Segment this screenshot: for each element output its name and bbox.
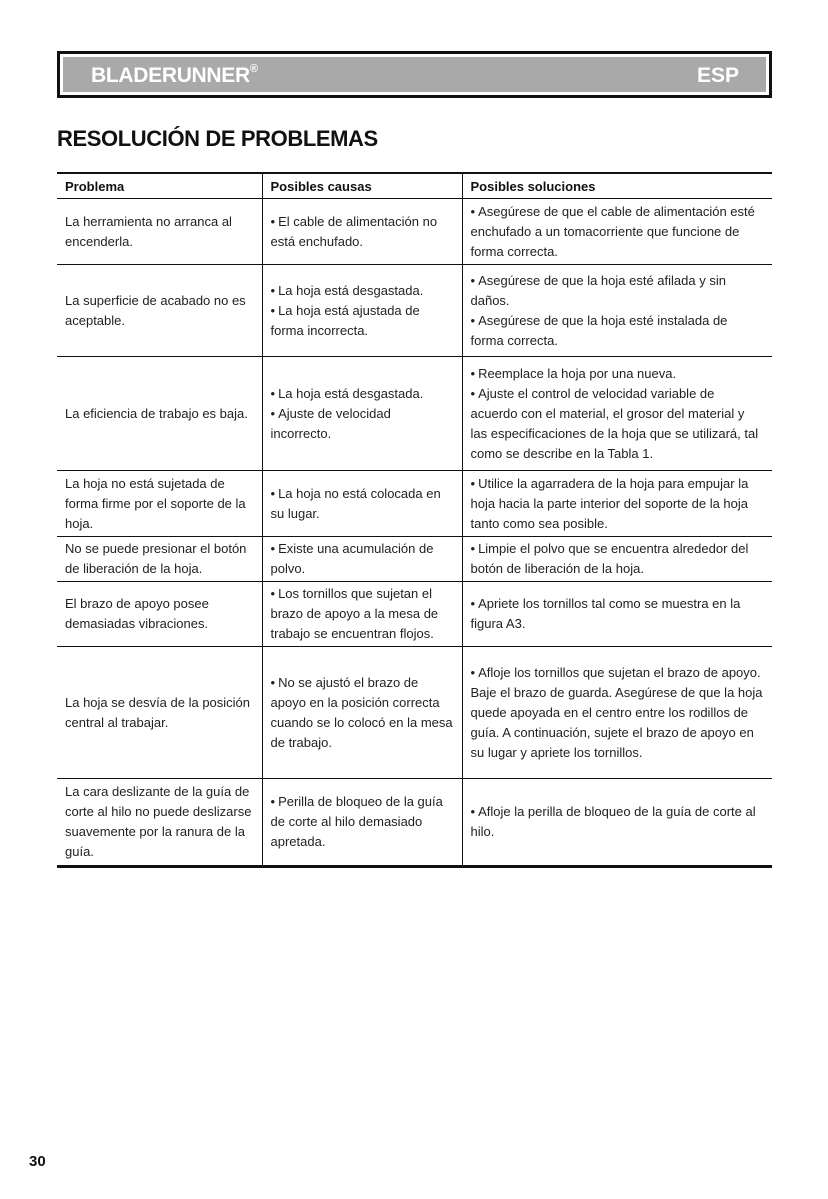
cause-item xyxy=(271,484,454,524)
cause-text: Los tornillos que sujetan el brazo de apoyo a la mesa de trabajo se encuentran flojos. xyxy=(270,586,439,641)
solutions-cell xyxy=(462,779,772,867)
table-row xyxy=(57,265,772,357)
bullet: • xyxy=(470,312,476,328)
cause-text: No se ajustó el brazo de apoyo en la posición correcta cuando se lo colocó en la mesa de trabajo. xyxy=(270,674,453,750)
problem-cell: La hoja se desvía de la posición central al trabajar. xyxy=(57,647,262,779)
problem-cell: No se puede presionar el botón de liberación de la hoja. xyxy=(57,537,262,582)
bullet: • xyxy=(470,804,476,819)
cause-item xyxy=(271,281,454,301)
solution-text: Reemplace la hoja por una nueva. xyxy=(478,365,677,381)
cause-item xyxy=(271,404,454,444)
cause-item xyxy=(271,384,454,404)
solution-text: Utilice la agarradera de la hoja para empujar la hoja hacia la parte interior del soporte de la hoja tanto como sea posible. xyxy=(470,475,749,531)
solution-text: Apriete los tornillos tal como se muestra en la figura A3. xyxy=(470,596,741,631)
solution-item xyxy=(471,364,765,384)
bullet: • xyxy=(270,385,276,401)
cause-item xyxy=(271,584,454,644)
column-header-problem: Problema xyxy=(57,173,262,199)
causes-cell xyxy=(262,779,462,867)
solutions-cell xyxy=(462,357,772,471)
problem-cell: La eficiencia de trabajo es baja. xyxy=(57,357,262,471)
table-row xyxy=(57,357,772,471)
solutions-cell xyxy=(462,582,772,647)
solutions-cell xyxy=(462,471,772,537)
table-row xyxy=(57,647,772,779)
cause-item xyxy=(271,212,454,252)
page-number: 30 xyxy=(29,1153,46,1170)
cause-item xyxy=(271,301,454,341)
solutions-cell xyxy=(462,647,772,779)
solution-item xyxy=(471,384,765,464)
solution-item xyxy=(471,594,765,634)
brand-name: BLADERUNNER xyxy=(91,64,250,87)
solution-item xyxy=(471,663,765,763)
cause-item xyxy=(271,539,454,579)
bullet: • xyxy=(270,794,276,809)
cause-text: Perilla de bloqueo de la guía de corte al hilo demasiado apretada. xyxy=(270,794,443,849)
causes-cell xyxy=(262,199,462,265)
problem-cell: La superficie de acabado no es aceptable. xyxy=(57,265,262,357)
bullet: • xyxy=(270,405,276,421)
solution-text: Limpie el polvo que se encuentra alrededor del botón de liberación de la hoja. xyxy=(470,541,749,576)
bullet: • xyxy=(270,541,276,556)
cause-text: El cable de alimentación no está enchufado. xyxy=(270,213,438,249)
bullet: • xyxy=(270,282,276,298)
solution-item xyxy=(471,311,765,351)
cause-text: Existe una acumulación de polvo. xyxy=(270,541,434,576)
column-header-solutions: Posibles soluciones xyxy=(462,173,772,199)
table-row xyxy=(57,537,772,582)
solution-text: Afloje los tornillos que sujetan el brazo de apoyo. Baje el brazo de guarda. Asegúrese de que la hoja quede apoyada en el centro entre los rodillos de guía. A continuación, sujete el brazo de apoyo en su lugar y apriete los tornillos. xyxy=(470,664,763,760)
solution-text: Asegúrese de que la hoja esté afilada y sin daños. xyxy=(470,272,726,308)
table-body xyxy=(57,199,772,867)
problem-cell: La hoja no está sujetada de forma firme por el soporte de la hoja. xyxy=(57,471,262,537)
cause-text: La hoja está desgastada. xyxy=(278,282,424,298)
causes-cell xyxy=(262,582,462,647)
solution-text: Afloje la perilla de bloqueo de la guía de corte al hilo. xyxy=(470,804,756,839)
bullet: • xyxy=(470,365,476,381)
header-bar xyxy=(57,51,772,98)
cause-item xyxy=(271,673,454,753)
cause-item xyxy=(271,792,454,852)
causes-cell xyxy=(262,647,462,779)
solutions-cell xyxy=(462,537,772,582)
problem-cell: El brazo de apoyo posee demasiadas vibraciones. xyxy=(57,582,262,647)
cause-text: La hoja está desgastada. xyxy=(278,385,424,401)
problem-cell: La herramienta no arranca al encenderla. xyxy=(57,199,262,265)
cause-text: La hoja está ajustada de forma incorrecta. xyxy=(270,302,420,338)
column-header-causes: Posibles causas xyxy=(262,173,462,199)
bullet: • xyxy=(470,203,476,219)
bullet: • xyxy=(470,272,476,288)
bullet: • xyxy=(470,541,476,556)
language-code: ESP xyxy=(696,64,739,87)
table-row xyxy=(57,582,772,647)
causes-cell xyxy=(262,537,462,582)
solutions-cell xyxy=(462,265,772,357)
solution-item xyxy=(471,202,765,262)
solutions-cell xyxy=(462,199,772,265)
solution-item xyxy=(471,539,765,579)
bullet: • xyxy=(470,664,476,680)
causes-cell xyxy=(262,471,462,537)
bullet: • xyxy=(470,385,476,401)
bullet: • xyxy=(270,485,276,501)
table-header-row xyxy=(57,173,772,199)
registered-mark: ® xyxy=(249,63,258,75)
bullet: • xyxy=(270,674,276,690)
table-row xyxy=(57,779,772,867)
bullet: • xyxy=(270,213,276,229)
bullet: • xyxy=(270,302,276,318)
bullet: • xyxy=(470,475,476,491)
solution-item xyxy=(471,802,765,842)
troubleshooting-table xyxy=(57,172,772,868)
causes-cell xyxy=(262,265,462,357)
bullet: • xyxy=(270,586,276,601)
cause-text: La hoja no está colocada en su lugar. xyxy=(270,485,441,521)
table-row xyxy=(57,199,772,265)
table-row xyxy=(57,471,772,537)
solution-text: Asegúrese de que el cable de alimentación esté enchufado a un tomacorriente que funcione de forma correcta. xyxy=(470,203,755,259)
section-title: RESOLUCIÓN DE PROBLEMAS xyxy=(57,126,378,151)
solution-text: Asegúrese de que la hoja esté instalada de forma correcta. xyxy=(470,312,728,348)
solution-text: Ajuste el control de velocidad variable de acuerdo con el material, el grosor del material y las especificaciones de la hoja que se utilizará, tal como se describe en la Tabla 1. xyxy=(470,385,759,461)
brand-title xyxy=(91,64,258,88)
bullet: • xyxy=(470,596,476,611)
cause-text: Ajuste de velocidad incorrecto. xyxy=(270,405,391,441)
solution-item xyxy=(471,474,765,534)
causes-cell xyxy=(262,357,462,471)
solution-item xyxy=(471,271,765,311)
problem-cell: La cara deslizante de la guía de corte al hilo no puede deslizarse suavemente por la ranura de la guía. xyxy=(57,779,262,867)
